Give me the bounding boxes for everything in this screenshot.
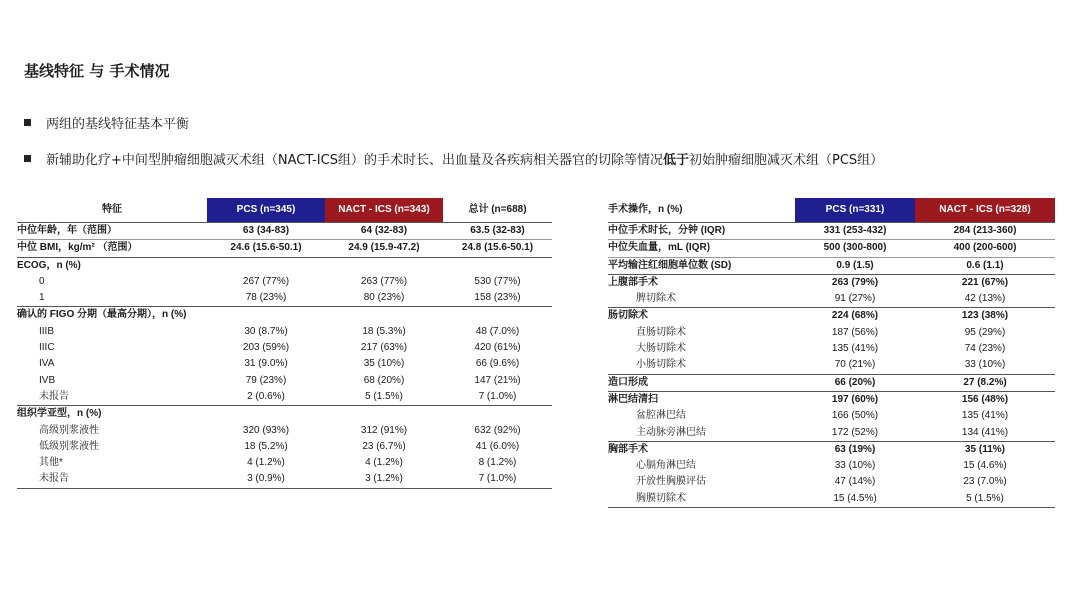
table-row — [17, 257, 552, 274]
baseline-characteristics-table — [17, 198, 552, 489]
table-row — [17, 340, 552, 356]
pcs-value: 31 (9.0%) — [244, 358, 288, 370]
pcs-value: 70 (21%) — [834, 359, 876, 371]
nact-ics-value: 134 (41%) — [961, 426, 1009, 438]
row-label: 中位手术时长，分钟 (IQR) — [608, 223, 795, 240]
nact-ics-value: 221 (67%) — [915, 274, 1055, 291]
total-value — [443, 307, 552, 324]
row-label: 开放性胸膜评估 — [636, 476, 706, 488]
total-value: 420 (61%) — [474, 342, 521, 354]
nact-ics-value: 15 (4.6%) — [963, 460, 1007, 472]
pcs-value: 63 (19%) — [795, 441, 915, 458]
row-label: 直肠切除术 — [636, 326, 686, 338]
row-label: ECOG，n (%) — [17, 257, 207, 274]
row-label: 中位 BMI，kg/m² （范围） — [17, 240, 207, 257]
nact-ics-value: 156 (48%) — [915, 391, 1055, 408]
row-label: 平均输注红细胞单位数 (SD) — [608, 257, 795, 274]
pcs-value — [207, 406, 325, 423]
table-row — [608, 357, 1055, 374]
row-label: 低级别浆液性 — [39, 440, 99, 452]
table-row — [17, 356, 552, 372]
pcs-value: 3 (0.9%) — [207, 471, 325, 488]
table-row — [608, 374, 1055, 391]
pcs-value: 63 (34-83) — [207, 223, 325, 240]
bullet-text — [46, 149, 883, 168]
table-row — [17, 455, 552, 471]
table-row — [17, 274, 552, 290]
row-label: 胸膜切除术 — [608, 491, 795, 508]
pcs-value: 33 (10%) — [834, 460, 876, 472]
row-label: 中位年龄，年（范围） — [17, 223, 207, 240]
total-value: 66 (9.6%) — [475, 358, 520, 370]
table-row — [608, 491, 1055, 508]
table-header-row — [608, 198, 1055, 223]
row-label: 高级别浆液性 — [39, 424, 99, 436]
row-label: 上腹部手术 — [608, 274, 795, 291]
row-label: 确认的 FIGO 分期（最高分期），n (%) — [17, 307, 207, 324]
pcs-value: 500 (300-800) — [795, 240, 915, 257]
table-row — [17, 439, 552, 455]
header-pcs: PCS (n=331) — [795, 198, 915, 223]
pcs-value: 2 (0.6%) — [247, 390, 285, 402]
pcs-value: 263 (79%) — [795, 274, 915, 291]
nact-ics-value: 400 (200-600) — [915, 240, 1055, 257]
row-label: 0 — [39, 275, 45, 287]
nact-ics-value: 42 (13%) — [964, 293, 1006, 305]
square-bullet-icon — [24, 155, 31, 162]
table-row — [608, 274, 1055, 291]
bullet-text-part: 初始肿瘤细胞减灭术组（PCS组） — [688, 153, 884, 168]
slide-title: 基线特征 与 手术情况 — [24, 62, 170, 80]
surgical-procedures-table — [608, 198, 1055, 508]
nact-ics-value — [325, 406, 443, 423]
row-label: 未报告 — [39, 390, 69, 402]
table-row — [17, 240, 552, 257]
header-total: 总计 (n=688) — [468, 204, 527, 215]
table-row — [17, 373, 552, 389]
total-value — [443, 406, 552, 423]
pcs-value: 203 (59%) — [242, 342, 290, 354]
row-label: 造口形成 — [608, 374, 795, 391]
nact-ics-value — [325, 257, 443, 274]
nact-ics-value: 27 (8.2%) — [915, 374, 1055, 391]
table-row — [608, 291, 1055, 308]
nact-ics-value: 4 (1.2%) — [365, 457, 403, 469]
pcs-value — [207, 307, 325, 324]
square-bullet-icon — [24, 119, 31, 126]
pcs-value: 320 (93%) — [242, 424, 290, 436]
pcs-value: 331 (253-432) — [795, 223, 915, 240]
pcs-value: 224 (68%) — [795, 308, 915, 325]
bullet-item — [24, 149, 883, 168]
nact-ics-value: 5 (1.5%) — [915, 491, 1055, 508]
table-header-row — [17, 198, 552, 223]
table-row — [608, 240, 1055, 257]
row-label: 中位失血量，mL (IQR) — [608, 240, 795, 257]
nact-ics-value: 68 (20%) — [363, 374, 405, 386]
pcs-value: 18 (5.2%) — [244, 440, 288, 452]
nact-ics-value: 263 (77%) — [360, 275, 408, 287]
nact-ics-value: 123 (38%) — [915, 308, 1055, 325]
table-row — [17, 290, 552, 307]
table-row — [608, 408, 1055, 424]
nact-ics-value: 0.6 (1.1) — [915, 257, 1055, 274]
nact-ics-value: 312 (91%) — [360, 424, 408, 436]
row-label: 未报告 — [17, 471, 207, 488]
nact-ics-value: 74 (23%) — [964, 343, 1006, 355]
table-row — [608, 458, 1055, 474]
nact-ics-value: 80 (23%) — [363, 292, 405, 304]
header-nact-ics: NACT - ICS (n=328) — [915, 198, 1055, 223]
table-row — [17, 406, 552, 423]
bullet-text-emphasis: 低于 — [662, 153, 689, 168]
table-row — [608, 391, 1055, 408]
bullet-text: 两组的基线特征基本平衡 — [46, 117, 190, 132]
row-label: 肠切除术 — [608, 308, 795, 325]
table-row — [17, 324, 552, 340]
row-label: 淋巴结清扫 — [608, 391, 795, 408]
nact-ics-value: 24.9 (15.9-47.2) — [325, 240, 443, 257]
table-row — [608, 425, 1055, 442]
total-value: 158 (23%) — [474, 292, 521, 304]
table-row — [608, 223, 1055, 240]
row-label: 盆腔淋巴结 — [636, 410, 686, 422]
total-value: 7 (1.0%) — [443, 471, 552, 488]
row-label: IIIC — [39, 342, 55, 354]
nact-ics-value: 217 (63%) — [360, 342, 408, 354]
pcs-value: 79 (23%) — [245, 374, 287, 386]
table-row — [608, 341, 1055, 357]
nact-ics-value: 95 (29%) — [964, 326, 1006, 338]
pcs-value: 47 (14%) — [834, 476, 876, 488]
row-label: IVB — [39, 374, 56, 386]
nact-ics-value: 33 (10%) — [964, 359, 1006, 371]
nact-ics-value: 3 (1.2%) — [325, 471, 443, 488]
pcs-value: 135 (41%) — [831, 343, 879, 355]
bullet-item — [24, 113, 189, 132]
pcs-value: 172 (52%) — [831, 426, 879, 438]
total-value: 7 (1.0%) — [478, 390, 517, 402]
pcs-value: 0.9 (1.5) — [795, 257, 915, 274]
row-label: IVA — [39, 358, 55, 370]
pcs-value: 4 (1.2%) — [247, 457, 285, 469]
header-characteristic: 特征 — [102, 204, 122, 215]
table-row — [17, 307, 552, 324]
bullet-text-part: 新辅助化疗+中间型肿瘤细胞减灭术组（NACT-ICS组）的手术时长、出血量及各疾病相关器官的切除等情况 — [46, 153, 663, 168]
row-label: 心膈角淋巴结 — [636, 460, 696, 472]
row-label: 大肠切除术 — [636, 343, 686, 355]
nact-ics-value: 35 (11%) — [915, 441, 1055, 458]
row-label: 脾切除术 — [636, 293, 676, 305]
row-label: IIIB — [39, 325, 55, 337]
table-row — [608, 441, 1055, 458]
nact-ics-value: 35 (10%) — [363, 358, 405, 370]
pcs-value: 187 (56%) — [831, 326, 879, 338]
table-row — [608, 257, 1055, 274]
row-label: 其他* — [39, 457, 63, 469]
total-value: 8 (1.2%) — [478, 457, 517, 469]
row-label: 主动脉旁淋巴结 — [636, 426, 706, 438]
pcs-value: 91 (27%) — [834, 293, 876, 305]
nact-ics-value: 18 (5.3%) — [362, 325, 406, 337]
table-row — [608, 474, 1055, 490]
pcs-value: 66 (20%) — [795, 374, 915, 391]
total-value: 24.8 (15.6-50.1) — [443, 240, 552, 257]
row-label: 胸部手术 — [608, 441, 795, 458]
nact-ics-value: 23 (7.0%) — [963, 476, 1007, 488]
pcs-value: 267 (77%) — [242, 275, 290, 287]
pcs-value: 15 (4.5%) — [795, 491, 915, 508]
header-procedure: 手术操作，n (%) — [608, 204, 683, 215]
total-value: 530 (77%) — [474, 275, 521, 287]
row-label: 小肠切除术 — [636, 359, 686, 371]
row-label: 组织学亚型，n (%) — [17, 406, 207, 423]
table-row — [17, 423, 552, 439]
row-label: 1 — [39, 292, 45, 304]
table-row — [17, 471, 552, 488]
table-row — [17, 223, 552, 240]
header-pcs: PCS (n=345) — [207, 198, 325, 223]
total-value: 63.5 (32-83) — [443, 223, 552, 240]
pcs-value: 30 (8.7%) — [244, 325, 288, 337]
pcs-value — [207, 257, 325, 274]
nact-ics-value: 135 (41%) — [961, 410, 1009, 422]
total-value: 48 (7.0%) — [475, 325, 520, 337]
total-value: 147 (21%) — [474, 374, 521, 386]
table-row — [608, 308, 1055, 325]
nact-ics-value — [325, 307, 443, 324]
total-value: 41 (6.0%) — [475, 440, 520, 452]
total-value: 632 (92%) — [474, 424, 521, 436]
pcs-value: 24.6 (15.6-50.1) — [207, 240, 325, 257]
header-nact-ics: NACT - ICS (n=343) — [325, 198, 443, 223]
table-row — [17, 389, 552, 406]
pcs-value: 78 (23%) — [245, 292, 287, 304]
table-row — [608, 325, 1055, 341]
nact-ics-value: 284 (213-360) — [915, 223, 1055, 240]
nact-ics-value: 64 (32-83) — [325, 223, 443, 240]
pcs-value: 197 (60%) — [795, 391, 915, 408]
nact-ics-value: 23 (6.7%) — [362, 440, 406, 452]
total-value — [443, 257, 552, 274]
pcs-value: 166 (50%) — [831, 410, 879, 422]
nact-ics-value: 5 (1.5%) — [365, 390, 403, 402]
